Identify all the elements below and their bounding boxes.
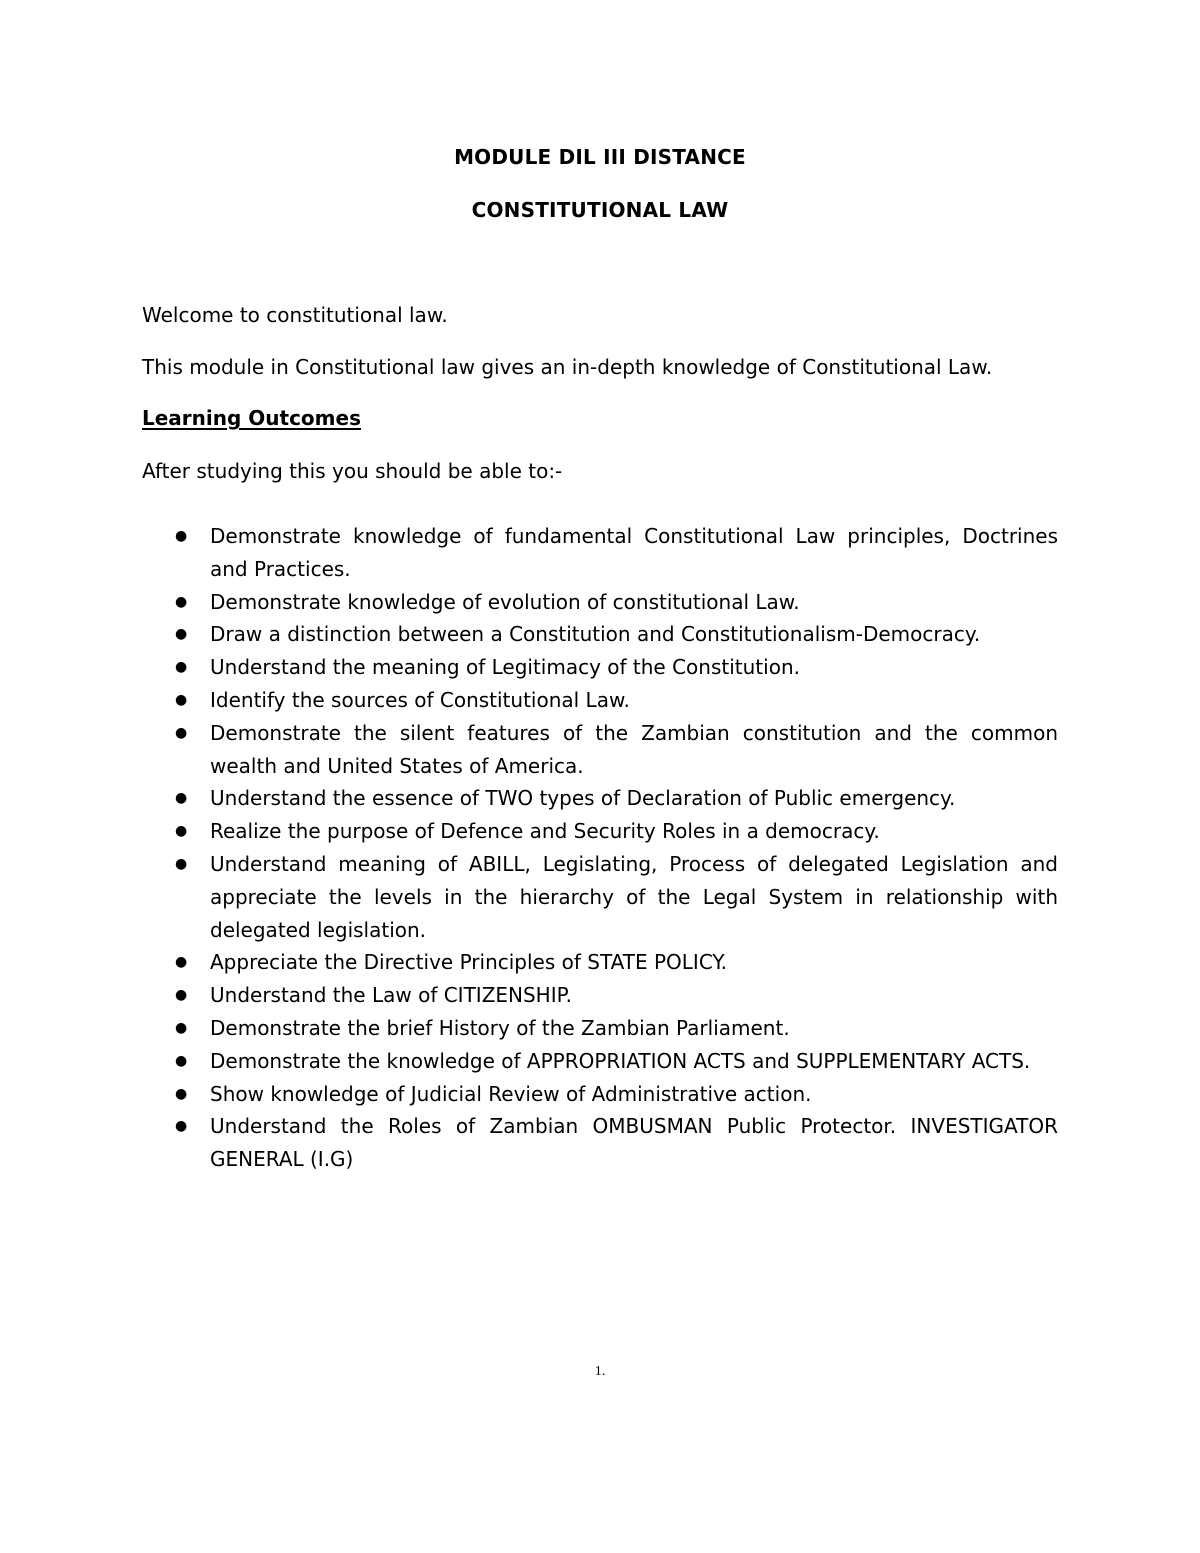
bullet-icon: ● <box>175 823 188 840</box>
list-item-text: Understand the meaning of Legitimacy of the Constitution. <box>210 655 800 680</box>
document-title: MODULE DIL III DISTANCE <box>454 145 746 169</box>
list-item-text: Demonstrate knowledge of fundamental Constitutional Law principles, Doctrines and Practices. <box>210 524 1058 581</box>
bullet-icon: ● <box>175 1052 188 1069</box>
list-item <box>142 815 1058 848</box>
list-item <box>142 979 1058 1012</box>
bullet-icon: ● <box>175 626 188 643</box>
welcome-text: Welcome to constitutional law. <box>142 303 448 327</box>
list-item <box>142 684 1058 717</box>
bullet-icon: ● <box>175 790 188 807</box>
bullet-icon: ● <box>175 691 188 708</box>
list-item-text: Demonstrate knowledge of evolution of constitutional Law. <box>210 589 800 614</box>
list-item-text: Realize the purpose of Defence and Security Roles in a democracy. <box>210 819 880 844</box>
list-item <box>142 717 1058 783</box>
list-item <box>142 1078 1058 1111</box>
document-subtitle: CONSTITUTIONAL LAW <box>471 198 729 222</box>
bullet-icon: ● <box>175 1085 188 1102</box>
bullet-icon: ● <box>175 528 188 544</box>
list-item <box>142 586 1058 619</box>
list-item <box>142 618 1058 651</box>
list-item-text: Understand the Law of CITIZENSHIP. <box>210 983 572 1008</box>
list-item-text: Understand the Roles of Zambian OMBUSMAN Public Protector. INVESTIGATOR GENERAL (I.G) <box>210 1114 1058 1172</box>
list-item-text: Understand the essence of TWO types of Declaration of Public emergency. <box>210 786 956 811</box>
list-item-text: Show knowledge of Judicial Review of Administrative action. <box>210 1081 812 1106</box>
list-item-text: Appreciate the Directive Principles of STATE POLICY. <box>210 950 727 975</box>
bullet-icon: ● <box>175 1118 188 1135</box>
bullet-icon: ● <box>175 987 188 1004</box>
page-number: 1. <box>594 1364 606 1379</box>
after-studying-text: After studying this you should be able to:- <box>142 459 563 483</box>
list-item <box>142 782 1058 815</box>
list-item-text: Demonstrate the brief History of the Zambian Parliament. <box>210 1015 790 1040</box>
list-item-text: Demonstrate the knowledge of APPROPRIATION ACTS and SUPPLEMENTARY ACTS. <box>210 1048 1031 1073</box>
bullet-icon: ● <box>175 724 188 741</box>
list-item-text: Demonstrate the silent features of the Zambian constitution and the common wealth and United States of America. <box>210 720 1058 778</box>
bullet-icon: ● <box>175 954 188 971</box>
list-item <box>142 1110 1058 1176</box>
bullet-icon: ● <box>175 593 188 610</box>
list-item <box>142 1045 1058 1078</box>
learning-outcomes-heading: Learning Outcomes <box>142 406 361 430</box>
list-item <box>142 1012 1058 1045</box>
bullet-icon: ● <box>175 659 188 676</box>
list-item-text: Understand meaning of ABILL, Legislating, Process of delegated Legislation and appreciate the levels in the hierarchy of the Legal System in relationship with delegated legislation. <box>210 851 1058 942</box>
list-item-text: Draw a distinction between a Constitution and Constitutionalism-Democracy. <box>210 622 981 647</box>
learning-outcomes-list <box>142 520 1058 1176</box>
list-item-text: Identify the sources of Constitutional Law. <box>210 687 630 712</box>
list-item <box>142 651 1058 684</box>
list-item <box>142 848 1058 946</box>
bullet-icon: ● <box>175 1019 188 1036</box>
list-item <box>142 520 1058 586</box>
list-item <box>142 946 1058 979</box>
bullet-icon: ● <box>175 855 188 872</box>
intro-text: This module in Constitutional law gives an in-depth knowledge of Constitutional Law. <box>142 355 993 379</box>
